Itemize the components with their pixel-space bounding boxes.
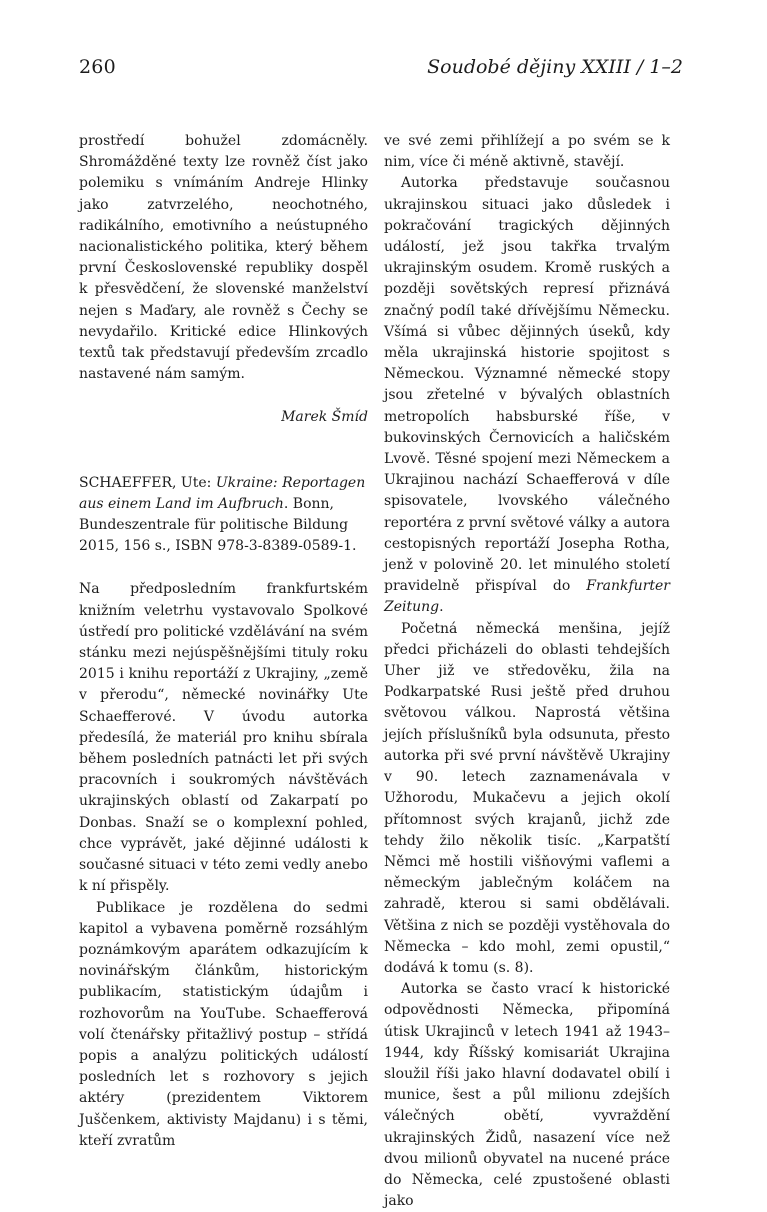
bib-title: Ukraine: Reportagen aus einem Land im Aufbruch <box>79 474 366 512</box>
review-paragraph: Početná německá menšina, jejíž předci přicházeli do oblasti tehdejších Uher již ve středověku, žila na Podkarpatské Rusi ještě před druhou světovou válkou. Naprostá většina jejích příslušníků byla odsunuta, přesto autorka při své první návštěvě Ukrajiny v 90. letech zaznamenávala v Užhorodu, Mukačevu a jejich okolí přítomnost svých krajanů, jichž zde tehdy žilo několik tisíc. „Karpatští Němci mě hostili višňovými vaflemi a německým jablečným koláčem na zahradě, kterou si sami obdělávali. Většina z nich se později vystěhovala do Německa – kdo mohl, zemi opustil,“ dodává k tomu (s. 8). <box>384 620 670 976</box>
journal-title: Soudobé dějiny XXIII / 1–2 <box>427 56 683 78</box>
paragraph-text: Autorka představuje současnou ukrajinskou situaci jako důsledek i pokračování tragických dějinných událostí, jež jsou takřka trvalým ukrajinským osudem. Kromě ruských a později sovětských represí přiznává značný podíl také dřívějšímu Německu. Všímá si vůbec dějinných úseků, kdy měla ukrajinská historie spojitost s Německou. Významné německé stopy jsou zřetelné v bývalých oblastních metropolích habsburské říše, v bukovinských Černovicích a haličském Lvově. Těsné spojení mezi Německem a Ukrajinou nachází Schaefferová v díle spisovatele, lvovského válečného reportéra z první světové války a autora cestopisných reportáží Josepha Rotha, jenž v polovině 20. let minulého století pravidelně přispíval do <box>384 175 670 595</box>
review-paragraph: Na předposledním frankfurtském knižním veletrhu vystavovalo Spolkové ústředí pro politické vzdělávání na svém stánku mezi nejúspěšnějšími tituly roku 2015 i knihu reportáží z Ukrajiny, „země v přerodu“, německé novinářky Ute Schaefferové. V úvodu autorka předesílá, že materiál pro knihu sbírala během posledních patnácti let při svých pracovních i soukromých návštěvách ukrajinských oblastí od Zakarpatí po Donbas. Snaží se o komplexní pohled, chce vyprávět, jaké dějinné události k současné situaci v této zemi vedly anebo k ní přispěly. <box>79 581 368 895</box>
paragraph-text-end: . <box>439 599 444 616</box>
bib-details: . Bonn, Bundeszentrale für politische Bildung 2015, 156 s., ISBN 978-3-8389-0589-1. <box>79 495 357 555</box>
review-paragraph: Publikace je rozdělena do sedmi kapitol a vybavena poměrně rozsáhlým poznámkovým aparátem odkazujícím k novinářským článkům, historickým publikacím, statistickým údajům i rozhovorům na YouTube. Schaefferová volí čtenářsky přitažlivý postup – střídá popis a analýzu politických událostí posledních let s rozhovory s jejich aktéry (prezidentem Viktorem Juščenkem, aktivisty Majdanu) i s těmi, kteří zvratům <box>79 899 368 1149</box>
reviewer-signature: Marek Šmíd <box>281 409 368 426</box>
left-column <box>79 131 368 1152</box>
right-column <box>384 131 670 1212</box>
bibliographic-entry <box>79 473 368 558</box>
newspaper-title: Frankfurter Zeitung <box>384 578 670 616</box>
review-paragraph: Autorka se často vrací k historické odpovědnosti Německa, připomíná útisk Ukrajinců v letech 1941 až 1943–1944, kdy Říšský komisariát Ukrajina sloužil říši jako hlavní dodavatel obilí i munice, šest a půl milionu zdejších válečných obětí, vyvraždění ukrajinských Židů, nasazení více než dvou milionů obyvatel na nucené práce do Německa, celé zpustošené oblasti jako <box>384 981 670 1210</box>
review-closing-paragraph: prostředí bohužel zdomácněly. Shromážděné texty lze rovněž číst jako polemiku s vnímáním Andreje Hlinky jako zatvrzelého, neochotného, radikálního, emotivního a neústupného nacionalistického politika, který během první Československé republiky dospěl k přesvědčení, že slovenské manželství nejen s Maďary, ale rovněž s Čechy se nevydařilo. Kritické edice Hlinkových textů tak představují především zrcadlo nastavené nám samým. <box>79 133 368 383</box>
bib-author: SCHAEFFER, Ute: <box>79 474 216 491</box>
page-number: 260 <box>79 56 116 78</box>
review-paragraph: ve své zemi přihlížejí a po svém se k nim, více či méně aktivně, stavějí. <box>384 133 670 171</box>
review-paragraph <box>384 173 670 618</box>
running-header <box>79 56 683 86</box>
